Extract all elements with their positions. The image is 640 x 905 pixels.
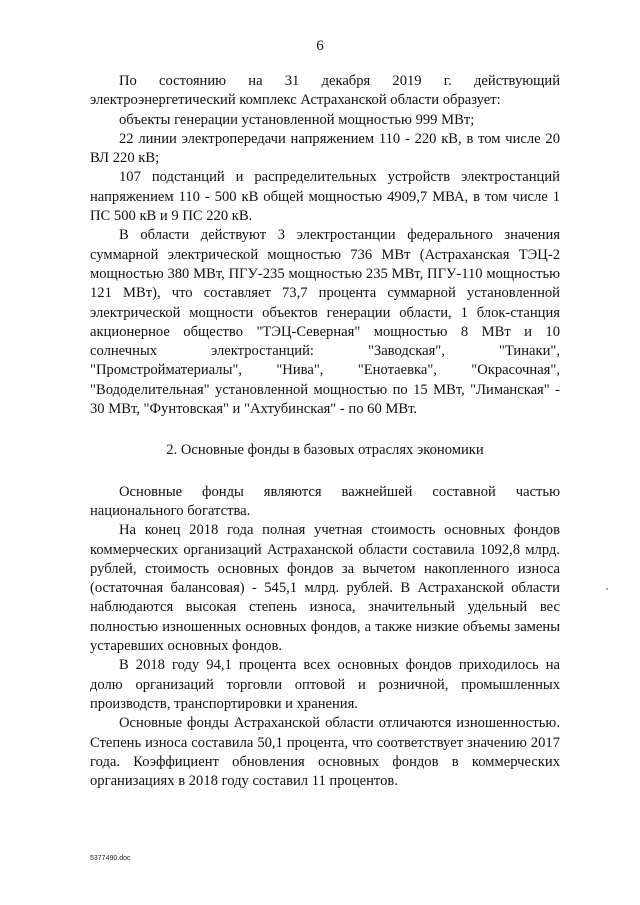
section-heading: 2. Основные фонды в базовых отраслях экономики [166,442,484,459]
document-body [90,72,560,791]
page-number: 6 [316,38,324,54]
paragraph-power-plants: В области действуют 3 электростанции федерального значения суммарной электрической мощностью 736 МВт (Астраханская ТЭЦ-2 мощностью 380 МВт, ПГУ-235 мощностью 235 МВт, ПГУ-110 мощностью 121 МВт), что составляет 73,7 процента суммарной установленной электрической мощности объектов генерации области, 1 блок-станция акционерное общество "ТЭЦ-Северная" мощностью 8 МВт и 10 солнечных электростанций: "Заводская", "Тинаки", "Промстройматериалы", "Нива", "Енотаевка", "Окрасочная", "Вододелительная" установленной мощностью по 15 МВт, "Лиманская" - 30 МВт, "Фунтовская" и "Ахтубинская" - по 60 МВт. [90,227,560,418]
paragraph-fixed-assets-definition: Основные фонды являются важнейшей составной частью национального богатства. [90,483,560,519]
footer-filename: 5377490.doc [90,855,131,862]
paragraph-fixed-assets-wear: Основные фонды Астраханской области отличаются изношенностью. Степень износа составила 50,1 процента, что соответствует значению 2017 года. Коэффициент обновления основных фондов в коммерческих организациях в 2018 году составил 11 процентов. [90,715,560,790]
paragraph-generation-capacity: объекты генерации установленной мощностью 999 МВт; [119,111,475,128]
margin-mark [606,588,608,590]
paragraph-power-lines: 22 линии электропередачи напряжением 110 - 220 кВ, в том числе 20 ВЛ 220 кВ; [90,130,560,167]
paragraph-fixed-assets-value: На конец 2018 года полная учетная стоимость основных фондов коммерческих организаций Астраханской области составила 1092,8 млрд. рублей, стоимость основных фондов за вычетом накопленного износа (остаточная балансовая) - 545,1 млрд. рублей. В Астраханской области наблюдаются высокая степень износа, значительный удельный вес полностью изношенных основных фондов, а также низкие объемы замены устаревших основных фондов. [90,522,560,655]
paragraph-substations: 107 подстанций и распределительных устройств электростанций напряжением 110 - 500 кВ общей мощностью 4909,7 МВА, в том числе 1 ПС 500 кВ и 9 ПС 220 кВ. [90,169,560,225]
paragraph-power-complex-intro: По состоянию на 31 декабря 2019 г. действующий электроэнергетический комплекс Астраханской области образует: [90,73,560,109]
paragraph-fixed-assets-share: В 2018 году 94,1 процента всех основных фондов приходилось на долю организаций торговли оптовой и розничной, промышленных производств, транспортировки и хранения. [90,657,560,712]
